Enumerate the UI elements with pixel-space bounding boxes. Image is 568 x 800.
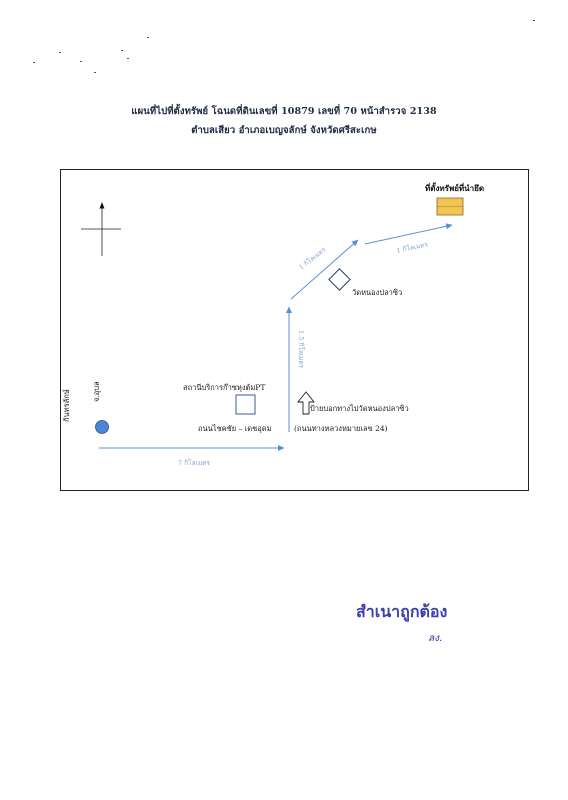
temple-label: วัดหนองปลาซิว: [352, 288, 403, 297]
origin-left-label: กันทรลักษ์: [62, 389, 71, 422]
scan-speck: [80, 61, 82, 62]
scan-speck: [533, 20, 535, 21]
distance-7km-label: 7 กิโลเมตร: [178, 459, 210, 467]
route-map: [61, 170, 530, 492]
signature: ลง.: [428, 633, 443, 644]
map-frame: [60, 169, 529, 491]
scan-speck: [121, 50, 123, 51]
gas-station-marker: [236, 395, 255, 414]
scan-speck: [147, 37, 149, 38]
route-lines: [99, 225, 452, 448]
scan-speck: [94, 72, 96, 73]
scan-speck: [33, 62, 35, 63]
route-segment-upper: [365, 225, 452, 244]
gas-station-label: สถานีบริการก๊าซหุงต้มPT: [183, 383, 266, 392]
distance-1-5km-label: 1.5 กิโลเมตร: [297, 330, 305, 369]
destination-label: ที่ตั้งทรัพย์ที่นำยึด: [425, 183, 485, 193]
distance-upper-right-label: 1 กิโลเมตร: [395, 240, 429, 255]
compass-icon: [81, 202, 121, 256]
highway-label: (ถนนทางหลวงหมายเลข 24): [294, 424, 388, 433]
map-title-line-1: แผนที่ไปที่ตั้งทรัพย์ โฉนดที่ดินเลขที่ 10879 เลขที่ 70 หน้าสำรวจ 2138: [131, 106, 437, 117]
certified-copy-stamp: สำเนาถูกต้อง: [356, 602, 448, 621]
map-title-line-2: ตำบลเสียว อำเภอเบญจลักษ์ จังหวัดศรีสะเกษ: [191, 125, 377, 136]
origin-right-label: จ.อุบล: [92, 381, 101, 402]
distance-upper-left-label: 1 กิโลเมตร: [297, 245, 328, 272]
temple-marker: [329, 269, 350, 290]
scan-speck: [59, 52, 61, 53]
origin-marker: [96, 421, 109, 434]
signpost-label: ป้ายบอกทางไปวัดหนองปลาซิว: [310, 404, 409, 413]
road-name-label: ถนนไชคชัย – เดชอุดม: [198, 424, 272, 433]
scan-speck: [127, 58, 129, 59]
